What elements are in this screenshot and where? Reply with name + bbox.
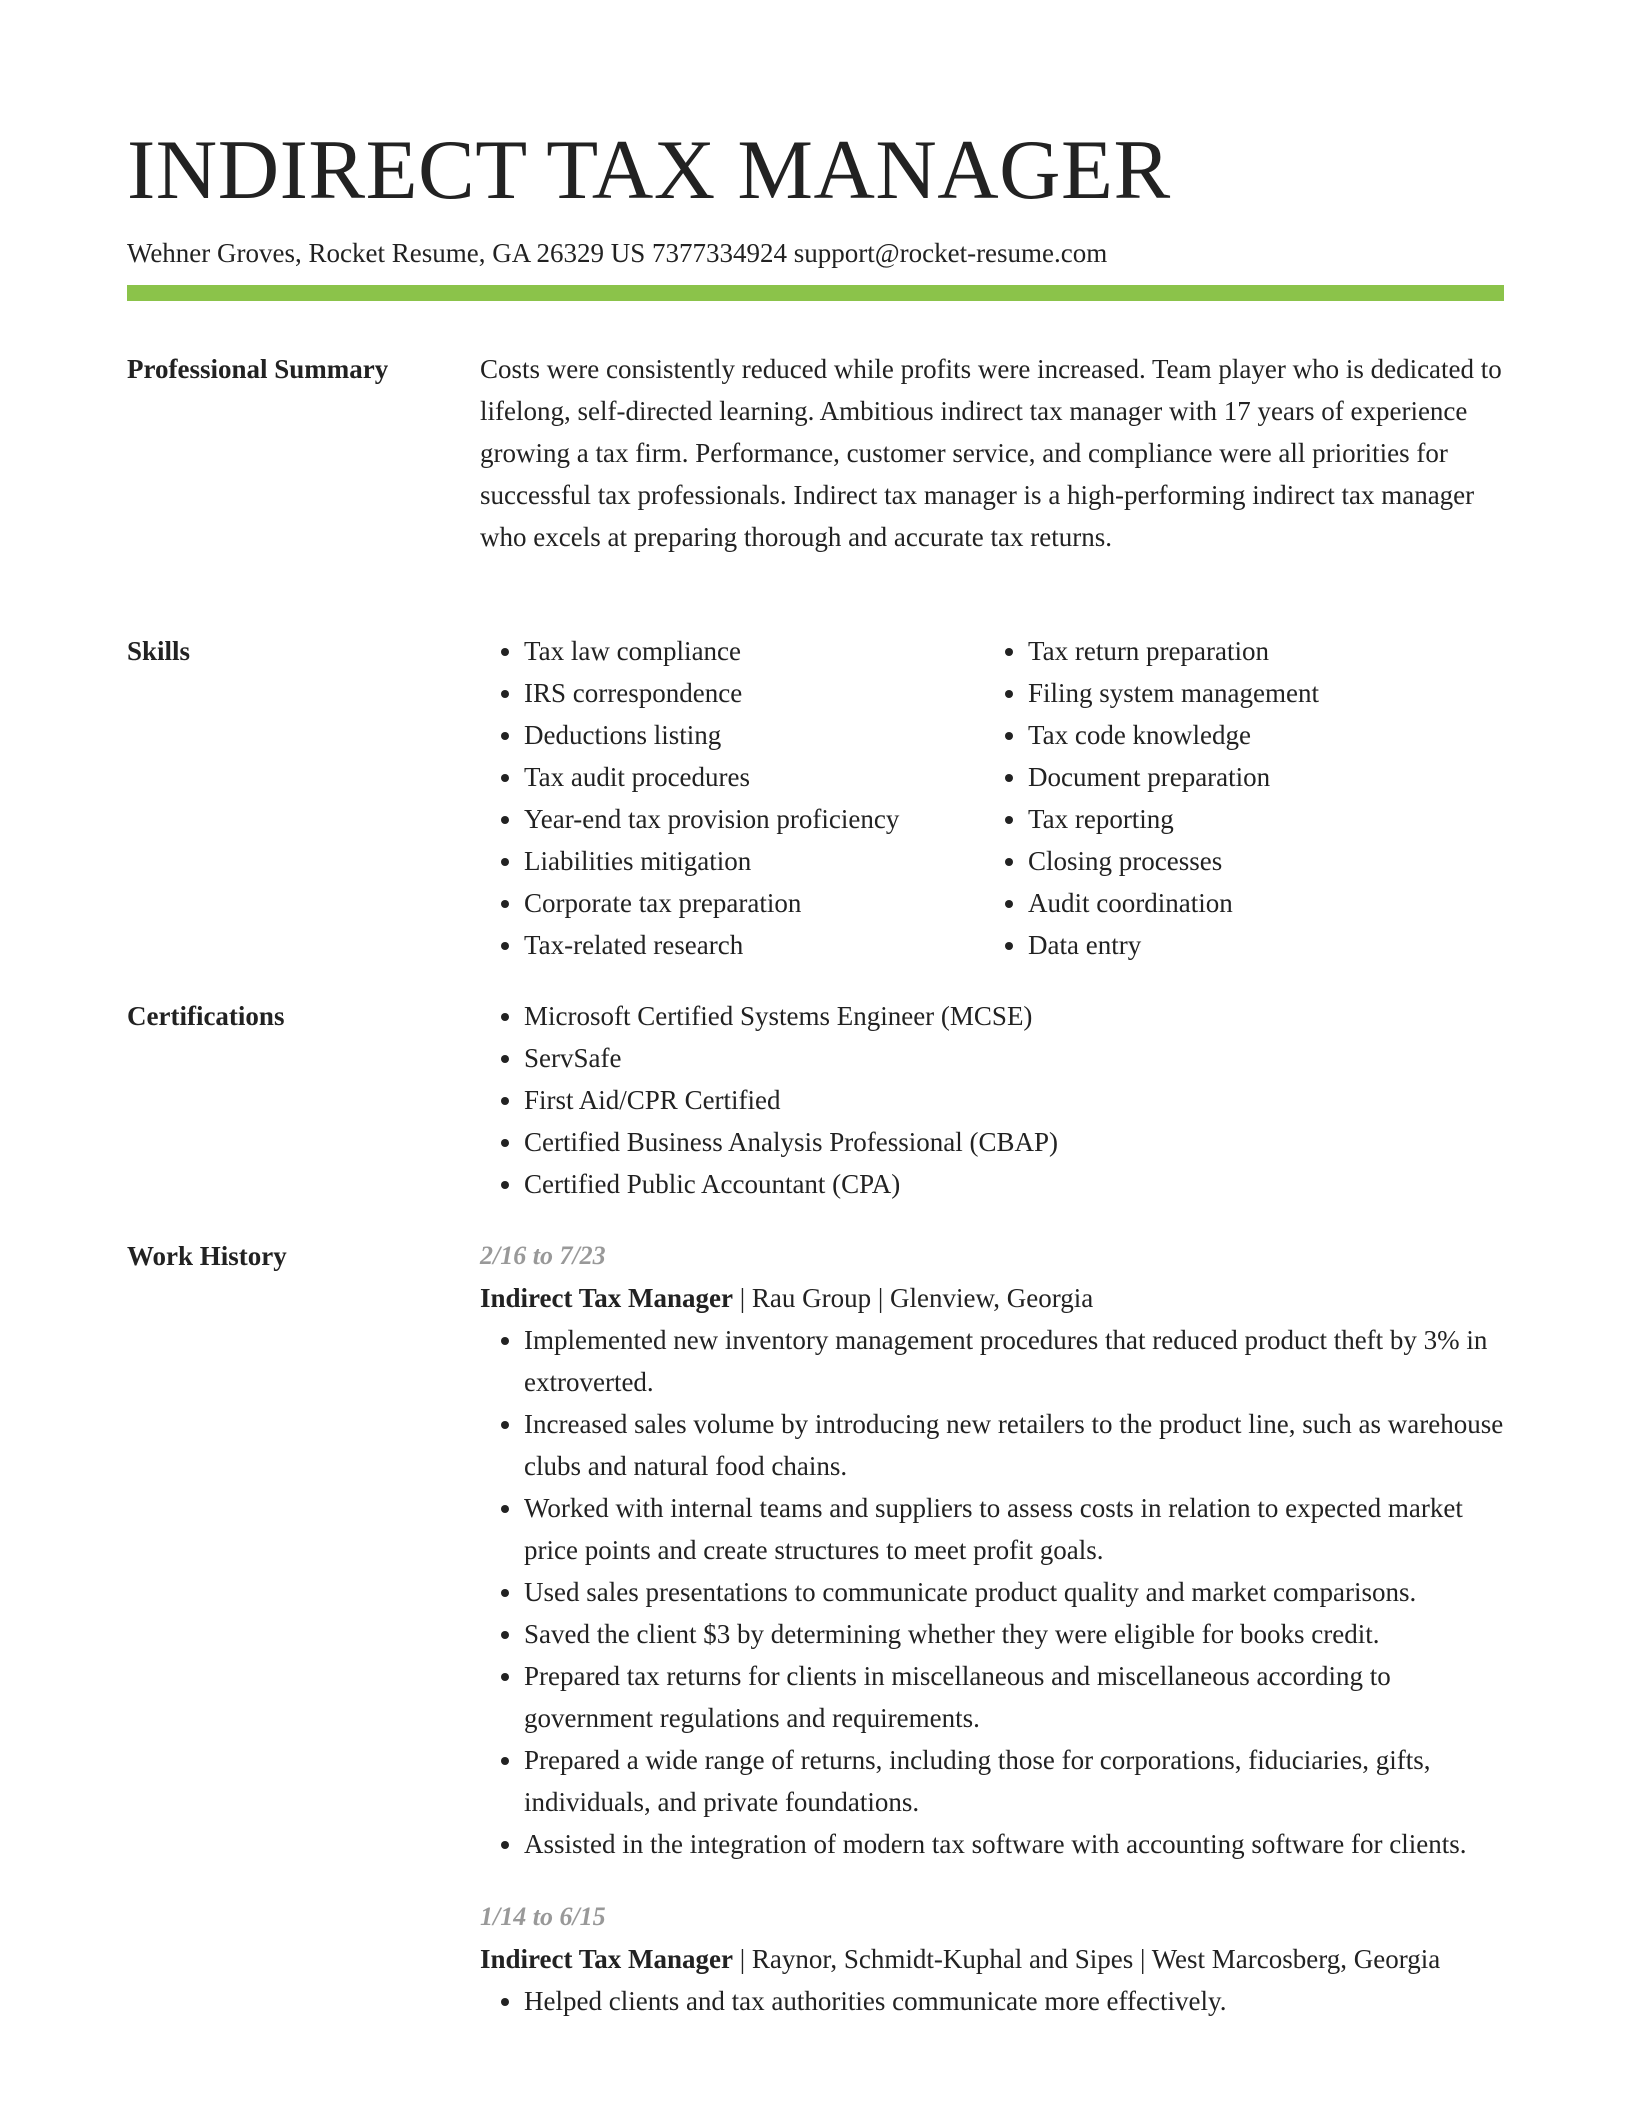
skill-item: • Liabilities mitigation xyxy=(524,840,984,882)
job-bullet: • Helped clients and tax authorities communicate more effectively. xyxy=(524,1980,1504,2022)
work-history-section xyxy=(127,1235,1504,2105)
job-dates: 1/14 to 6/15 xyxy=(480,1902,606,1931)
job-entry xyxy=(480,1896,1504,2022)
certification-item: • First Aid/CPR Certified xyxy=(524,1079,1504,1121)
job-bullet: • Used sales presentations to communicate product quality and market comparisons. xyxy=(524,1571,1504,1613)
job-heading xyxy=(480,1277,1504,1319)
contact-info: Wehner Groves, Rocket Resume, GA 26329 US 7377334924 support@rocket-resume.com xyxy=(127,238,1108,268)
summary-text: Costs were consistently reduced while profits were increased. Team player who is dedicated to lifelong, self-directed learning. Ambitious indirect tax manager with 17 years of experience growing a tax firm. Performance, customer service, and compliance were all priorities for successful tax professionals. Indirect tax manager is a high-performing indirect tax manager who excels at preparing thorough and accurate tax returns. xyxy=(480,354,1502,552)
skills-heading: Skills xyxy=(127,636,191,666)
skill-item: • Document preparation xyxy=(1028,756,1488,798)
certifications-list xyxy=(480,995,1504,1205)
resume-header xyxy=(127,118,1504,271)
skill-item: • Corporate tax preparation xyxy=(524,882,984,924)
skills-list-right xyxy=(984,630,1488,966)
skills-list-left xyxy=(480,630,984,966)
certifications-body xyxy=(480,995,1504,1205)
job-bullet: • Prepared a wide range of returns, including those for corporations, fiduciaries, gifts, individuals, and private foundations. xyxy=(524,1739,1504,1823)
skills-body xyxy=(480,630,1504,966)
skill-item: • Closing processes xyxy=(1028,840,1488,882)
job-employer-location: | Raynor, Schmidt-Kuphal and Sipes | West Marcosberg, Georgia xyxy=(733,1944,1441,1974)
skill-item: • Filing system management xyxy=(1028,672,1488,714)
skill-item: • Audit coordination xyxy=(1028,882,1488,924)
job-dates: 2/16 to 7/23 xyxy=(480,1241,606,1270)
job-bullet: • Worked with internal teams and suppliers to assess costs in relation to expected market price points and create structures to meet profit goals. xyxy=(524,1487,1504,1571)
work-history-heading: Work History xyxy=(127,1241,287,1271)
job-bullet: • Implemented new inventory management procedures that reduced product theft by 3% in extroverted. xyxy=(524,1319,1504,1403)
skills-section xyxy=(127,630,1504,970)
job-bullet: • Saved the client $3 by determining whether they were eligible for books credit. xyxy=(524,1613,1504,1655)
skill-item: • Tax return preparation xyxy=(1028,630,1488,672)
skill-item: • Tax reporting xyxy=(1028,798,1488,840)
page-title: INDIRECT TAX MANAGER xyxy=(127,123,1171,217)
skill-item: • Tax audit procedures xyxy=(524,756,984,798)
skill-item: • Tax code knowledge xyxy=(1028,714,1488,756)
job-bullet: • Prepared tax returns for clients in miscellaneous and miscellaneous according to government regulations and requirements. xyxy=(524,1655,1504,1739)
job-bullet: • Assisted in the integration of modern tax software with accounting software for clients. xyxy=(524,1823,1504,1865)
certification-item: • Certified Public Accountant (CPA) xyxy=(524,1163,1504,1205)
certifications-section xyxy=(127,995,1504,1215)
summary-heading: Professional Summary xyxy=(127,354,389,384)
work-history-body xyxy=(480,1235,1504,2022)
certification-item: • ServSafe xyxy=(524,1037,1504,1079)
job-employer-location: | Rau Group | Glenview, Georgia xyxy=(733,1283,1094,1313)
skill-item: • Data entry xyxy=(1028,924,1488,966)
skill-item: • Deductions listing xyxy=(524,714,984,756)
certification-item: • Microsoft Certified Systems Engineer (MCSE) xyxy=(524,995,1504,1037)
job-title: Indirect Tax Manager xyxy=(480,1283,734,1313)
job-bullets xyxy=(480,1319,1504,1865)
header-divider xyxy=(127,285,1504,301)
skill-item: • IRS correspondence xyxy=(524,672,984,714)
summary-section xyxy=(127,348,1504,608)
summary-body xyxy=(480,348,1504,558)
job-entry xyxy=(480,1235,1504,1865)
certifications-heading: Certifications xyxy=(127,1001,285,1031)
skill-item: • Year-end tax provision proficiency xyxy=(524,798,984,840)
skill-item: • Tax-related research xyxy=(524,924,984,966)
skill-item: • Tax law compliance xyxy=(524,630,984,672)
job-title: Indirect Tax Manager xyxy=(480,1944,734,1974)
job-bullet: • Increased sales volume by introducing new retailers to the product line, such as warehouse clubs and natural food chains. xyxy=(524,1403,1504,1487)
job-heading xyxy=(480,1938,1504,1980)
job-bullets xyxy=(480,1980,1504,2022)
certification-item: • Certified Business Analysis Professional (CBAP) xyxy=(524,1121,1504,1163)
